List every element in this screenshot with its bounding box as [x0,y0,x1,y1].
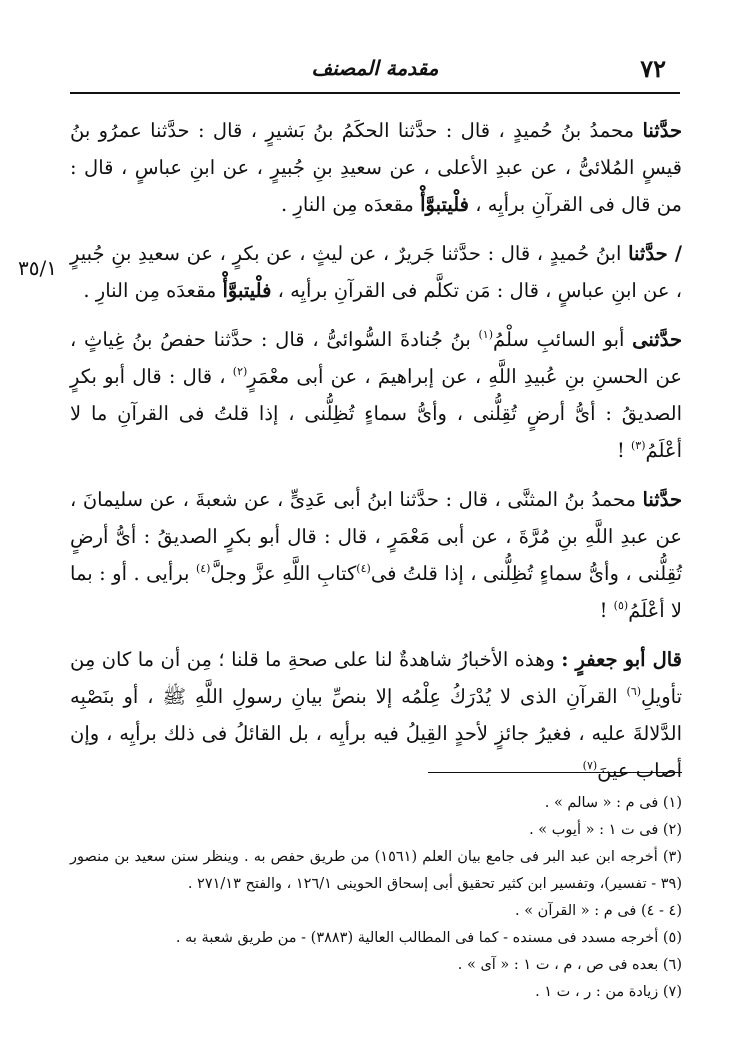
footnotes [70,790,682,1006]
paragraph-text: محمدُ بنُ حُميدٍ ، قال : حدَّثنا الحكَمُ بنُ بَشيرٍ ، قال : حدَّثنا عمرُو بنُ قيسٍ المُلائىُّ ، عن عبدِ الأعلى ، عن سعيدِ بنِ جُبيرٍ ، عن ابنِ عباسٍ ، قال : من قال فى القرآنِ برأيِه ، [70,119,682,216]
paragraph-text: ابنُ حُميدٍ ، قال : حدَّثنا جَريرٌ ، عن ليثٍ ، عن بكرٍ ، عن سعيدِ بنِ جُبيرٍ ، عن ابنِ عباسٍ ، قال : مَن تكلَّم فى القرآنِ برأيِه ، [70,242,682,302]
paragraph-2 [70,235,682,309]
footnote-7: (٧) زيادة من : ر ، ت ١ . [535,984,682,1000]
paragraph-tail: مقعدَه مِن النارِ . [83,279,217,302]
footnote-5: (٥) أخرجه مسدد فى مسنده - كما فى المطالب العالية (٣٨٨٣) - من طريق شعبة به . [175,930,682,946]
footnote-divider [428,772,682,773]
paragraph-5 [70,641,682,789]
paragraph-tail: ! [599,599,608,622]
paragraph-text: محمدُ بنُ المثنَّى ، قال : حدَّثنا ابنُ أبى عَدِىٍّ ، عن شعبةَ ، عن سليمانَ ، عن عبدِ اللَّهِ بنِ مُرَّةَ ، عن أبى مَعْمَرٍ ، قال : قال أبو بكرٍ الصديقُ : أىُّ أرضٍ تُقِلُّنى ، وأىُّ سماءٍ تُظِلُّنى ، إذا قلتُ فى [70,488,683,585]
footnote-ref[interactable]: (٥) [613,599,629,612]
emphasis-word: فلْيتبوَّأْ [222,279,272,302]
footnote-ref[interactable]: (٤) [195,562,211,575]
paragraph-1 [70,112,682,223]
page-header [70,52,680,94]
paragraph-text: بنُ جُنادةَ السُّوائىُّ ، قال : حدَّثنا حفصُ بنُ غِياثٍ ، عن الحسنِ بنِ عُبيدِ اللَّهِ ، عن إبراهيمَ ، عن أبى معْمَرٍ [70,328,682,388]
margin-volume-page-ref: ٣٥/١ [18,256,57,280]
footnote-1: (١) فى م : « سالم » . [544,795,682,811]
paragraph-tail: ! [616,439,625,462]
emphasis-word: فلْيتبوَّأْ [420,193,469,216]
footnote-ref[interactable]: (٣) [630,439,646,452]
footnote-3: (٣) أخرجه ابن عبد البر فى جامع بيان العلم (١٥٦١) من طريق حفص به . وينظر سنن سعيد بن منصور (٣٩ - تفسير)، وتفسير ابن كثير تحقيق أبى إسحاق الحوينى ١٢٦/١ ، والفتح ٢٧١/١٣ . [70,849,682,892]
paragraph-text: برأيى . أو : بما لا أعْلَمُ [70,562,682,622]
lead-word: حدَّثنى [632,328,683,351]
paragraph-4 [70,481,682,629]
paragraph-3 [70,321,682,469]
lead-word: حدَّثنا [642,488,683,511]
page-number: ٧٢ [640,54,666,83]
footnote-6: (٦) بعده فى ص ، م ، ت ١ : « آى » . [457,957,682,973]
paragraph-text: وهذه الأخبارُ شاهدةٌ لنا على صحةِ ما قلنا ؛ مِن أن ما كان مِن تأويلِ [70,648,683,708]
paragraph-text: ، قال : قال أبو بكرٍ الصديقُ : أىُّ أرضٍ تُقِلُّنى ، وأىُّ سماءٍ تُظِلُّنى ، إذا قلتُ فى القرآنِ ما لا أعْلَمُ [70,365,682,462]
paragraph-text: القرآنِ الذى لا يُدْرَكُ عِلْمُه إلا بنصِّ بيانِ رسولِ اللَّهِ ﷺ ، أو بنَصْبِه الدَّلالةَ عليه ، فغيرُ جائزٍ لأحدٍ القِيلُ فيه برأيِه ، بل القائلُ فى ذلك برأيِه ، وإن أصاب عينَ [70,685,682,782]
footnote-ref[interactable]: (٤) [356,562,371,575]
paragraph-text: أبو السائبِ سلْمُ [493,328,625,351]
footnote-4: (٤ - ٤) فى م : « القرآن » . [514,903,682,919]
footnote-2: (٢) فى ت ١ : « أيوب » . [529,822,682,838]
running-title: مقدمة المصنف [311,56,439,80]
footnote-ref[interactable]: (٧) [582,759,598,772]
footnote-ref[interactable]: (١) [478,328,494,341]
lead-word: قال أبو جعفرٍ : [561,648,682,671]
footnote-ref[interactable]: (٦) [626,685,642,698]
paragraph-tail: مقعدَه مِن النارِ . [281,193,414,216]
footnote-ref[interactable]: (٢) [232,365,248,378]
lead-word: حدَّثنا [642,119,682,142]
lead-word: / حدَّثنا [628,242,682,265]
paragraph-text: كتابِ اللَّهِ عزَّ وجلَّ [210,562,357,585]
main-text [70,112,682,801]
